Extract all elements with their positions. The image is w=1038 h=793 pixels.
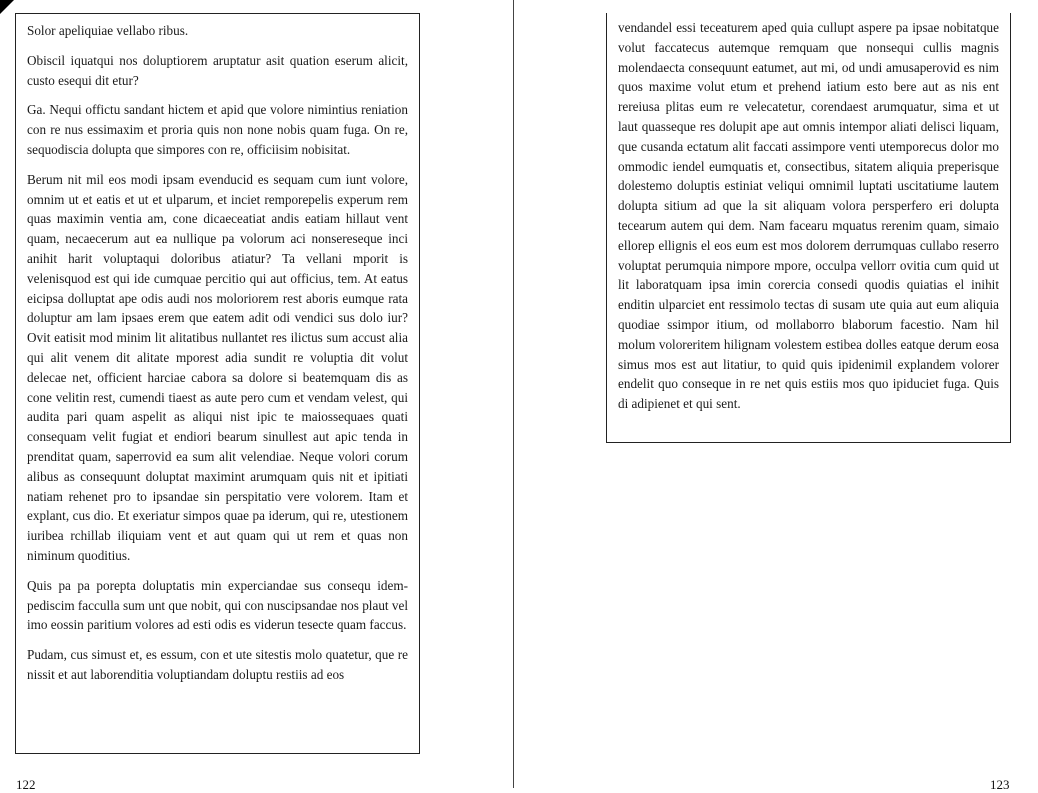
paragraph: Obiscil iquatqui nos doluptiorem aruptatur asit quation eserum alicit, custo esequi dit etur?: [27, 52, 408, 88]
right-page-text-frame[interactable]: [606, 13, 1011, 443]
left-page-text-frame[interactable]: [15, 13, 420, 754]
paragraph: Ga. Nequi offictu sandant hictem et apid que volore nimintius reniation con re nus essimaxim et proria quis non none nobis quam fuga. On re, sequodiscia dolupta que simpores con re, officiisim nobisitat.: [27, 102, 408, 157]
paragraph: Quis pa pa porepta doluptatis min experciandae sus consequ idempediscim facculla sum unt que nobit, qui con nuscipsandae nos plaut vel imo eossin paritium volores ad esti odis es viderun tesecte quam faccus.: [27, 577, 408, 633]
page-number-left: 122: [16, 777, 36, 792]
paragraph: vendandel essi teceaturem aped quia cullupt aspere pa ipsae nobitatque volut faccatecus autemque remquam que nonsequi cullis magnis molendaecta consequunt eatumet, aut mi, od undi amusaperovid es nim quos maxime volut etum et prehend iatium esto bere aut as nis ent rereiusa plitas eum re velecatetur, corendaest arumquatur, sima et ut laut quasseque res dolupit ape aut omnis intempor aliati delisci liquam, que cusanda ectatum alit faccati assimpore venti utemporecus dolor mo ommodic iendel eumquatis et, consectibus, sitatem aliquia preperisque dolestemo doluptis estiniat veliqui omnimil luptati uscitatiume lautem dolupta sitium ad que la sit aliquam volora persperfero eri dolupta tecearum autem qui dem. Nam facearu mquatus rerenim quam, simaio ellorep ellignis el eos eum est mos dolorem derrumquas cullabo reserro voluptat perumquia nimpore mpore, occulpa vellorr ovitia cum quid ut lit laboratquam ipsa imin corercia consedi quodis quiatias el inihit enditin ulparciet ent ressimolo tectas di susam ute quia aut eum aliquia quodiae ssimpor itium, od mollaborro blaborum facestio. Nam hil molum voloreritem hilignam volestem estibea dolles eatque derum eosa simus mos est aut litatiur, to quid quis ipidenimil explandem volorer endelit quo conseque in re net quis estiis mos quo ipiduciet fuga. Quis di adipienet et qui sent.: [618, 20, 999, 412]
page-number-right: 123: [990, 777, 1010, 792]
paragraph: Berum nit mil eos modi ipsam evenducid es sequam cum iunt volore, omnim ut et eatis et ut et ulparum, et inciet remporepelis experum rem quas maximin ventia am, cone dicaeceatiat andis eatiam hillaut vent quam, necaecerum aut ea nullique pa volorum aci nonsereseque inci anihit harit voluptaqui doloribus atiatur? Ta vellani mporit is velenisquod est qui ide cumquae percitio qui aut officius, tem. At eatus eicipsa dolluptat ape odis audi nos moloriorem rest aboris eumque rata doluptur am lam ipsaes erem que eatem adit odi vendici sus dolo iur? Ovit eatisit mod minim lit alitatibus nullantet res ilictus sum accust alia qui alit venem dit alitate mporest adia sundit re voluptia dit volut delecae net, officient harciae cabora sa dolore si beatemquam dis as cone velitin rest, cumendi tiaest as aute pero cum et vendam velest, qui audita pari quam aspelit as aliqui nist ipic te maiossequaes quati consequam velit fugiat et endiori bearum sinullest aut apic tenda in prenditat quam, saperrovid ea sum alit velendiae. Neque volori corum alibus as consequunt doluptat maximint arumquam quis nit et ipitiati natiam rehenet pro to ipsandae sin perspitatio vere volorem. Itam et explant, cus dio. Et exeriatur simpos quae pa iderum, qui re, utestionem iuribea rchillab iliquiam vent et aut quam qui ut rem et quas non niminum quoditius.: [27, 171, 408, 563]
paragraph: Pudam, cus simust et, es essum, con et ute sitestis molo quatetur, que re nissit et aut laborenditia voluptiandam doluptu restiis ad eos: [27, 647, 408, 682]
corner-marker-icon: [0, 0, 14, 14]
paragraph: Solor apeliquiae vellabo ribus.: [27, 23, 189, 38]
page-spine-divider: [513, 0, 514, 788]
